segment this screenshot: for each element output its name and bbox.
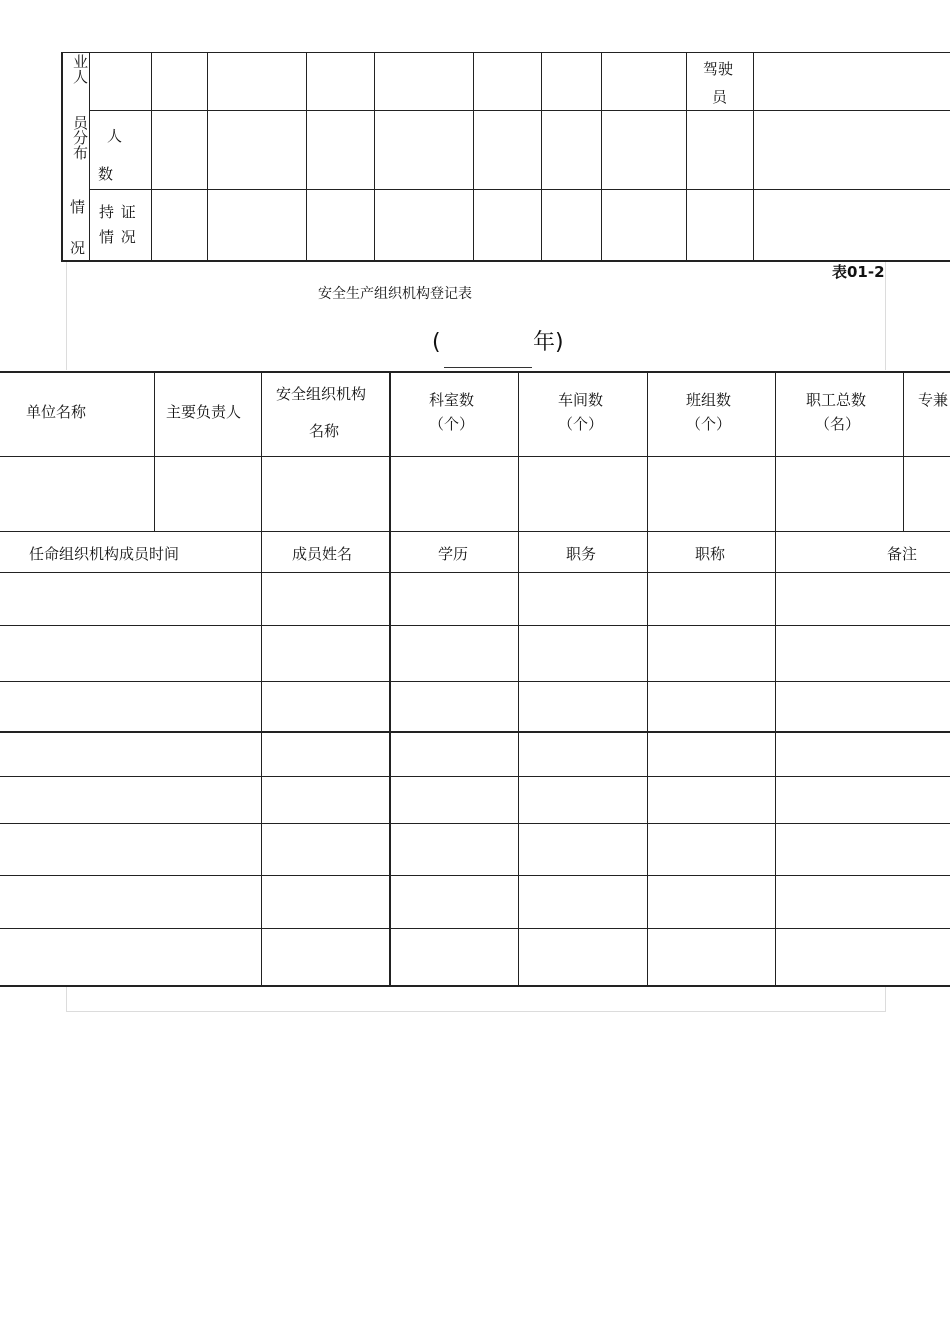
side-label-qing: 情 <box>70 198 86 216</box>
table-line <box>601 52 602 262</box>
page-frame <box>66 1011 886 1012</box>
header-education: 学历 <box>438 545 469 563</box>
header-principal: 主要负责人 <box>166 403 242 421</box>
header-title: 职称 <box>695 545 726 563</box>
side-label-mid: 员分布 <box>71 115 89 160</box>
page-frame <box>885 262 886 370</box>
year-open-paren: ( <box>432 330 441 355</box>
table-line <box>0 456 950 457</box>
table-line <box>207 52 208 262</box>
header-safety-org: 安全组织机构 <box>276 385 367 403</box>
table-line <box>0 985 950 987</box>
form-code: 表01-2 <box>832 263 885 281</box>
table-line <box>903 372 904 531</box>
table-line <box>0 823 950 824</box>
header-member-name: 成员姓名 <box>292 545 353 563</box>
form-title: 安全生产组织机构登记表 <box>318 286 472 302</box>
count-label-2: 数 <box>98 165 114 183</box>
table-line <box>0 776 950 777</box>
table-line <box>0 681 950 682</box>
table-line <box>0 625 950 626</box>
header-fulltime: 专兼 <box>918 391 949 409</box>
table-line <box>389 372 391 986</box>
table-line <box>0 875 950 876</box>
table-line <box>775 372 776 986</box>
page-frame <box>66 262 67 370</box>
header-staff-unit: （名） <box>815 415 861 433</box>
table-line <box>0 371 950 373</box>
page-frame <box>885 987 886 1011</box>
table-line <box>261 372 262 986</box>
header-remark: 备注 <box>887 545 918 563</box>
header-workshop-count: 车间数 <box>558 391 604 409</box>
table-line <box>62 260 950 262</box>
header-safety-org-2: 名称 <box>309 422 340 440</box>
header-unit-name: 单位名称 <box>26 403 87 421</box>
header-position: 职务 <box>566 545 597 563</box>
table-line <box>151 52 152 262</box>
header-dept-unit: （个） <box>429 415 475 433</box>
table-line <box>541 52 542 262</box>
certificate-label-2: 情 况 <box>99 228 136 246</box>
table-line <box>0 928 950 929</box>
table-line <box>89 189 950 190</box>
table-line <box>0 572 950 573</box>
side-label-top: 业人 <box>71 54 89 84</box>
table-line <box>374 52 375 262</box>
table-line <box>0 531 950 532</box>
table-line <box>154 372 155 531</box>
year-blank-line <box>444 367 532 368</box>
table-line <box>61 52 63 262</box>
certificate-label: 持 证 <box>99 203 136 221</box>
table-line <box>473 52 474 262</box>
table-line <box>62 52 950 53</box>
table-line <box>306 52 307 262</box>
year-label: 年) <box>533 330 564 355</box>
table-line <box>0 731 950 733</box>
header-appoint-time: 任命组织机构成员时间 <box>29 545 180 563</box>
count-label: 人 <box>107 127 123 145</box>
driver-label-2: 员 <box>712 88 728 106</box>
header-team-count: 班组数 <box>686 391 732 409</box>
table-line <box>686 52 687 262</box>
side-label-kuang: 况 <box>70 239 86 257</box>
driver-label: 驾驶 <box>703 60 734 78</box>
table-line <box>753 52 754 262</box>
table-line <box>647 372 648 986</box>
table-line <box>518 372 519 986</box>
page-frame <box>66 987 67 1011</box>
header-dept-count: 科室数 <box>429 391 475 409</box>
header-staff-total: 职工总数 <box>806 391 867 409</box>
table-line <box>89 110 950 111</box>
header-team-unit: （个） <box>686 415 732 433</box>
header-workshop-unit: （个） <box>558 415 604 433</box>
